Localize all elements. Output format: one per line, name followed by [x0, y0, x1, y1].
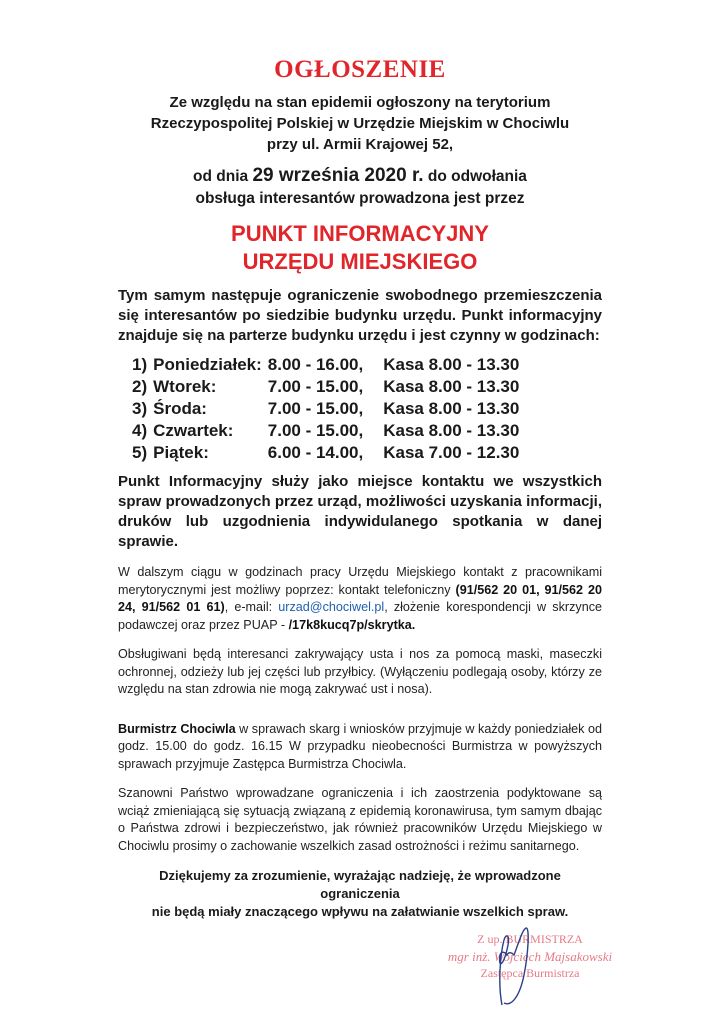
- time: 7.00 - 15.00,: [267, 377, 364, 396]
- announcement: [118, 56, 613, 982]
- stamp-line: Z up. BURMISTRZA: [477, 932, 583, 946]
- num: 5): [132, 443, 148, 462]
- intro-line: przy ul. Armii Krajowej 52,: [266, 136, 454, 153]
- intro-line: Rzeczypospolitej Polskiej w Urzędzie Miejskim w Chociwlu: [150, 115, 570, 132]
- puap-address: /17k8kucq7p/skrytka.: [288, 617, 416, 632]
- contact-paragraph: [118, 564, 602, 634]
- intro: [118, 92, 602, 155]
- stamp-line: Zastępca Burmistrza: [480, 966, 580, 980]
- time: 7.00 - 15.00,: [267, 421, 364, 440]
- closing-line: nie będą miały znaczącego wpływu na załatwianie wszelkich spraw.: [151, 904, 569, 919]
- official-stamp: [430, 931, 630, 982]
- masks-paragraph: Obsługiwani będą interesanci zakrywający usta i nos za pomocą maski, maseczki ochronnej, odzieży lub jej części lub przyłbicy. (Wyłączeniu podlegają osoby, którzy ze względu na stan zdrowia nie mogą zakrywać ust i nosa).: [118, 647, 602, 696]
- kasa: Kasa 8.00 - 13.30: [383, 355, 520, 374]
- burmistrz-paragraph: [118, 721, 602, 774]
- day: Czwartek:: [153, 421, 234, 440]
- contact-text: , e-mail:: [224, 600, 279, 614]
- page-title: OGŁOSZENIE: [274, 56, 446, 83]
- contact-text: W dalszym ciągu w godzinach pracy Urzędu Miejskiego kontakt z pracownikami merytorycznymi jest możliwy poprzez: kontakt telefoniczny: [118, 565, 602, 597]
- num: 1): [132, 355, 148, 374]
- intro-line: Ze względu na stan epidemii ogłoszony na terytorium: [169, 94, 551, 111]
- day: Piątek:: [153, 443, 209, 462]
- kasa: Kasa 7.00 - 12.30: [383, 443, 520, 462]
- punkt-line: URZĘDU MIEJSKIEGO: [242, 249, 478, 274]
- time: 6.00 - 14.00,: [267, 443, 364, 462]
- time: 7.00 - 15.00,: [267, 399, 364, 418]
- email-link[interactable]: urzad@chociwel.pl: [278, 600, 385, 614]
- stamp-name: mgr inż. Wojciech Majsakowski: [447, 949, 613, 964]
- closing-note: [118, 867, 602, 921]
- day: Środa:: [153, 399, 207, 418]
- num: 4): [132, 421, 148, 440]
- contact-text: , złożenie korespondencji w skrzynce podawczej oraz przez PUAP -: [118, 600, 602, 632]
- start-date: 29 września 2020 r.: [252, 165, 424, 186]
- szanowni-paragraph: Szanowni Państwo wprowadzane ograniczenia i ich zaostrzenia podyktowane są wciąż zmieniającą się sytuacją związaną z epidemią koronawirusa, tym samym dbając o Państwa zdrowi i bezpieczeństwo, jak również pracowników Urzędu Miejskiego w Chociwlu prosimy o zachowanie wszelkich zasad ostrożności i reżimu sanitarnego.: [118, 786, 602, 853]
- date-line: [118, 165, 602, 210]
- opening-hours: [132, 354, 602, 464]
- lead-paragraph: Tym samym następuje ograniczenie swobodnego przemieszczenia się interesantów po siedzibie budynku urzędu. Punkt informacyjny znajduje się na parterze budynku urzędu i jest czynny w godzinach:: [118, 287, 602, 344]
- day: Poniedziałek:: [153, 355, 262, 374]
- kasa: Kasa 8.00 - 13.30: [383, 421, 520, 440]
- day: Wtorek:: [153, 377, 217, 396]
- date-line-2: obsługa interesantów prowadzona jest przez: [195, 190, 525, 207]
- burmistrz-label: Burmistrz Chociwla: [118, 721, 236, 736]
- date-suffix: do odwołania: [423, 168, 527, 185]
- punkt-heading: [118, 220, 602, 276]
- kasa: Kasa 8.00 - 13.30: [383, 399, 520, 418]
- punkt-line: PUNKT INFORMACYJNY: [231, 221, 489, 246]
- handwritten-signature: [490, 925, 540, 1010]
- closing-line: Dziękujemy za zrozumienie, wyrażając nadzieję, że wprowadzone ograniczenia: [159, 868, 561, 901]
- burmistrz-text: w sprawach skarg i wniosków przyjmuje w każdy poniedziałek od godz. 15.00 do godz. 16.15 W przypadku nieobecności Burmistrza w powyższych sprawach przyjmuje Zastępca Burmistrza Chociwla.: [118, 721, 603, 771]
- phone-numbers: (91/562 20 01, 91/562 20 24, 91/562 01 61): [118, 582, 602, 614]
- punkt-info-paragraph: Punkt Informacyjny służy jako miejsce kontaktu we wszystkich spraw prowadzonych przez urząd, możliwości uzyskania informacji, druków lub uzgodnienia indywidulanego spotkania w danej sprawie.: [118, 473, 602, 550]
- kasa: Kasa 8.00 - 13.30: [383, 377, 520, 396]
- date-prefix: od dnia: [193, 168, 253, 185]
- num: 2): [132, 377, 148, 396]
- num: 3): [132, 399, 148, 418]
- time: 8.00 - 16.00,: [267, 355, 364, 374]
